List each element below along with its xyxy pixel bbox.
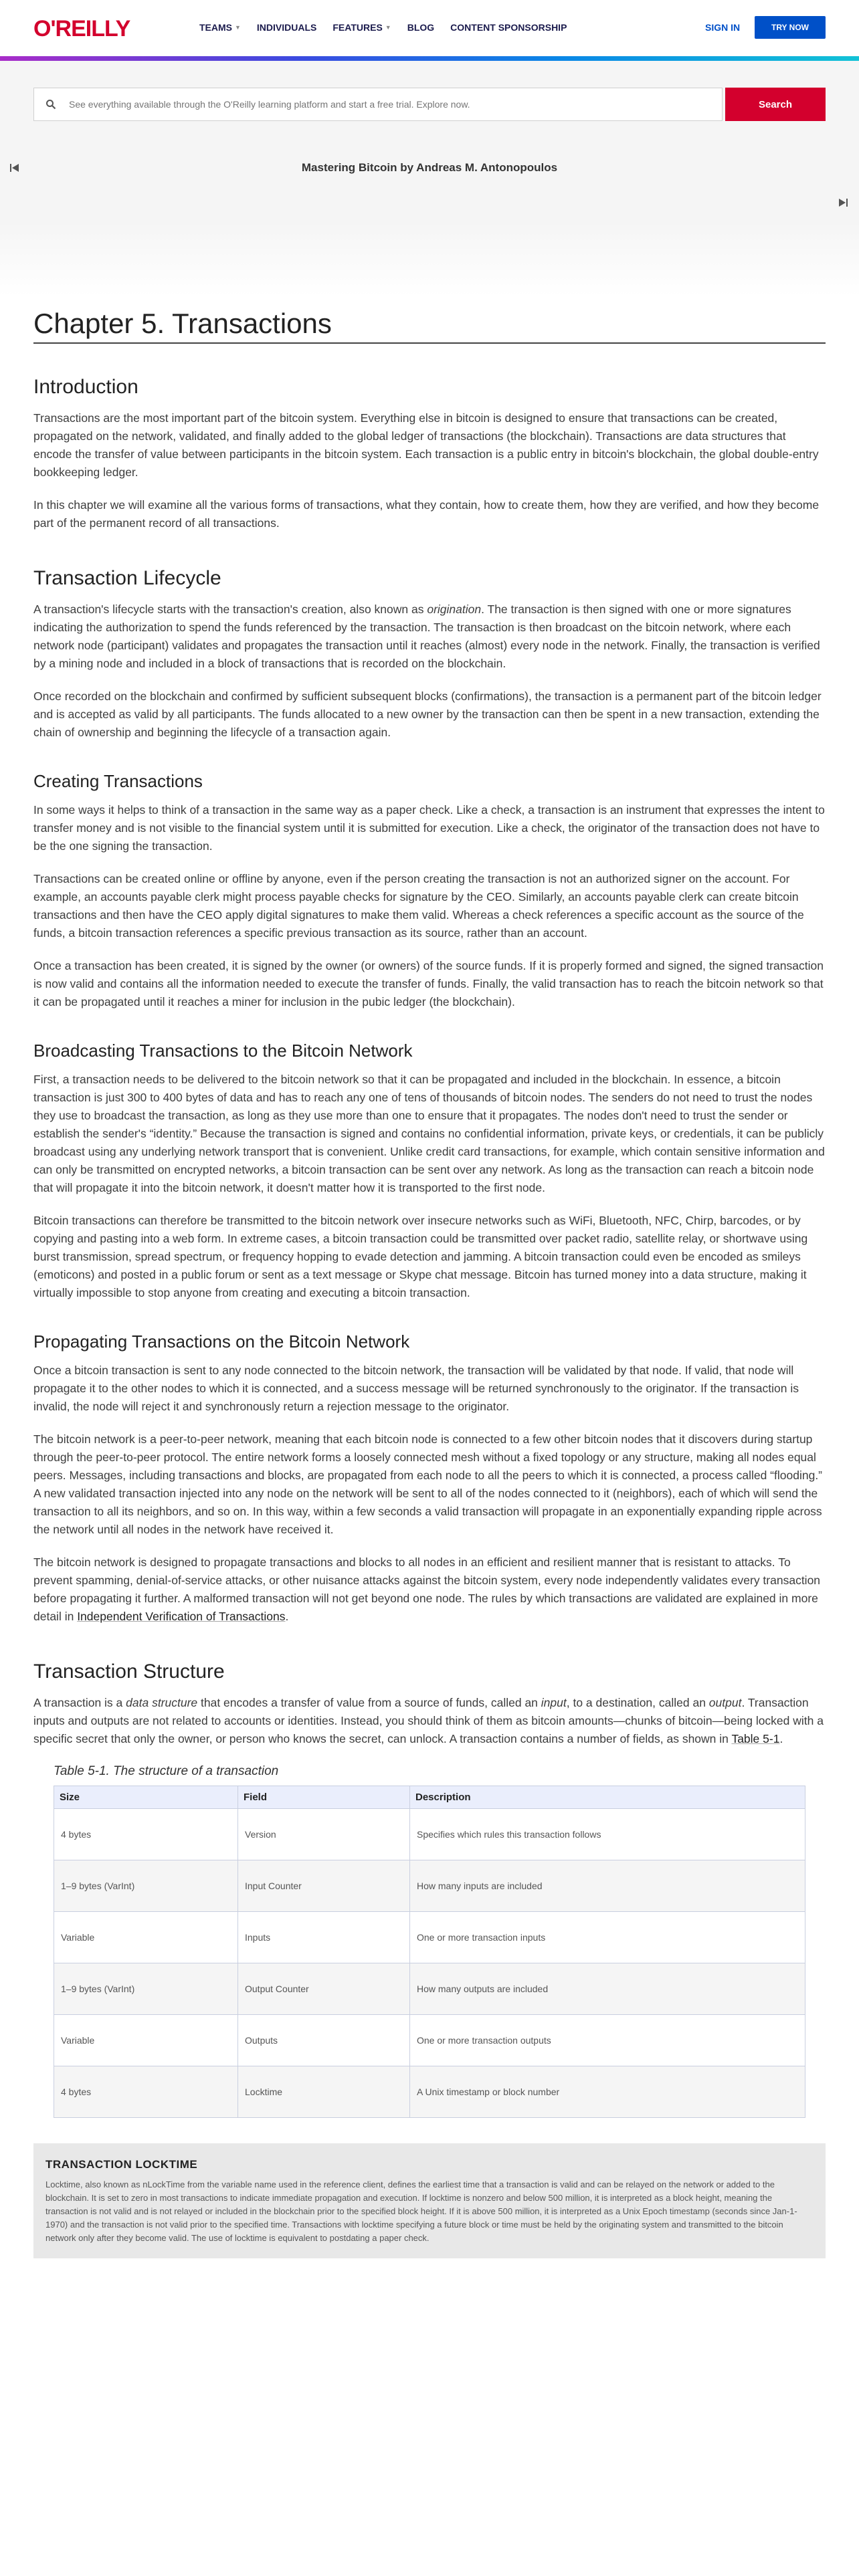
text: A transaction's lifecycle starts with the transaction's creation, also known as [33, 603, 427, 616]
paragraph: First, a transaction needs to be delivered to the bitcoin network so that it can be propagated and included in the blockchain. In essence, a bitcoin transaction is just 300 to 400 bytes of data and has to reach any one of tens of thousands of bitcoin nodes. The senders do not need to trust the nodes they use to broadcast the transaction, as long as they use more than one to ensure that it propagates. The nodes don't need to trust the sender or establish the sender's “identity.” Because the transaction is signed and contains no confidential information, private keys, or credentials, it can be publicly broadcast using any underlying network transport that is convenient. Unlike credit card transactions, for example, which contain sensitive information and can only be transmitted on encrypted networks, a bitcoin transaction can be sent over any network. As long as the transaction can reach a bitcoin node that will propagate it into the bitcoin network, it doesn't matter how it is transported to the first node. [33, 1073, 825, 1194]
paragraph: The bitcoin network is a peer-to-peer network, meaning that each bitcoin node is connected to a few other bitcoin nodes that it discovers during startup through the peer-to-peer protocol. The entire network forms a loosely connected mesh without a fixed topology or any structure, making all nodes equal peers. Messages, including transactions and blocks, are propagated from each node to all the peers to which it is connected, a process called “flooding.” A new validated transaction injected into any node on the network will be sent to all of the nodes connected to it (neighbors), each of which will send the transaction to all its neighbors, and so on. In this way, within a few seconds a valid transaction will propagate in an exponentially expanding ripple across the network until all nodes in the network have received it. [33, 1432, 823, 1536]
note-title: TRANSACTION LOCKTIME [45, 2158, 198, 2171]
table-cell: Version [238, 1809, 410, 1860]
column-header: Size [54, 1786, 238, 1809]
sign-in-link[interactable]: SIGN IN [705, 22, 741, 33]
table-5-1-link[interactable]: Table 5-1 [731, 1732, 780, 1745]
text: , to a destination, called an [566, 1696, 709, 1709]
table-cell: One or more transaction inputs [410, 1912, 805, 1963]
section-heading-structure: Transaction Structure [33, 1660, 225, 1683]
table-row [54, 1860, 805, 1912]
paragraph: In some ways it helps to think of a transaction in the same way as a paper check. Like a check, a transaction is an instrument that expresses the intent to transfer money and is not visible to the financial system until it is submitted for execution. Like a check, the originator of the transaction does not have to be the one signing the transaction. [33, 803, 825, 853]
paragraph: In this chapter we will examine all the various forms of transactions, what they contain, how to create them, how they are verified, and how they become part of the permanent record of all transactions. [33, 498, 820, 530]
section-heading-creating: Creating Transactions [33, 771, 203, 791]
locktime-note [33, 2143, 826, 2258]
search-box [33, 88, 723, 121]
search-button[interactable]: Search [725, 88, 826, 121]
section-heading-introduction: Introduction [33, 376, 138, 398]
table-cell: Variable [54, 2015, 238, 2066]
search-input[interactable] [68, 98, 712, 110]
paragraph: Once recorded on the blockchain and confirmed by sufficient subsequent blocks (confirmations), the transaction is a permanent part of the bitcoin ledger and is accepted as valid by all participants. The funds allocated to a new owner by the transaction can then be spent in a new transaction, extending the chain of ownership and beginning the lifecycle of a transaction again. [33, 689, 822, 739]
search-icon [34, 99, 68, 110]
nav-label: CONTENT SPONSORSHIP [450, 22, 567, 33]
text: . [285, 1610, 289, 1623]
section-heading-broadcasting: Broadcasting Transactions to the Bitcoin Network [33, 1041, 413, 1061]
skip-next-icon[interactable] [836, 196, 850, 209]
table-cell: How many outputs are included [410, 1963, 805, 2015]
text: . Transaction inputs and outputs are not related to accounts or identities. Instead, you should think of them as bitcoin amounts—chunks of bitcoin—being locked with a specific secret that only the owner, or person who knows the secret, can unlock. A transaction contains a number of fields, as shown in [33, 1696, 824, 1745]
text: . [779, 1732, 783, 1745]
table-cell: 4 bytes [54, 2066, 238, 2118]
nav-label: TEAMS [199, 22, 232, 33]
table-cell: Specifies which rules this transaction follows [410, 1809, 805, 1860]
nav-features[interactable] [332, 22, 391, 33]
table-cell: Locktime [238, 2066, 410, 2118]
column-header: Field [238, 1786, 410, 1809]
text: The bitcoin network is designed to propagate transactions and blocks to all nodes in an efficient and resilient manner that is resistant to attacks. To prevent spamming, denial-of-service attacks, or other nuisance attacks against the bitcoin system, every node independently validates every transaction before propagating it further. A malformed transaction will not get beyond one node. The rules by which transactions are validated are explained in more detail in [33, 1555, 821, 1623]
emphasis: input [541, 1696, 567, 1709]
text: that encodes a transfer of value from a source of funds, called an [197, 1696, 541, 1709]
paragraph: Transactions can be created online or offline by anyone, even if the person creating the transaction is not an authorized signer on the account. For example, an accounts payable clerk might process payable checks for signature by the CEO. Similarly, an accounts payable clerk can create bitcoin transactions and then have the CEO apply digital signatures to make them valid. Whereas a check references a specific account as the source of the funds, a bitcoin transaction references a specific previous transaction as its source, rather than an account. [33, 872, 804, 940]
independent-verification-link[interactable]: Independent Verification of Transactions [77, 1610, 286, 1623]
nav-content-sponsorship[interactable] [450, 22, 567, 33]
paragraph: Once a transaction has been created, it is signed by the owner (or owners) of the source funds. If it is properly formed and signed, the signed transaction is now valid and contains all the information needed to execute the transfer of funds. Finally, the valid transaction has to reach the bitcoin network so that it can be propagated until it reaches a miner for inclusion in the pubic ledger (the blockchain). [33, 959, 824, 1008]
paragraph: Transactions are the most important part of the bitcoin system. Everything else in bitcoin is designed to ensure that transactions can be created, propagated on the network, validated, and finally added to the global ledger of transactions (the blockchain). Transactions are data structures that encode the transfer of value between participants in the bitcoin system. Each transaction is a public entry in bitcoin's blockchain, the global double-entry bookkeeping ledger. [33, 411, 819, 479]
table-cell: 4 bytes [54, 1809, 238, 1860]
table-cell: Output Counter [238, 1963, 410, 2015]
nav-blog[interactable] [407, 22, 434, 33]
transaction-structure-table [54, 1786, 805, 2118]
chapter-title: Chapter 5. Transactions [33, 308, 826, 344]
nav-teams[interactable] [199, 22, 241, 33]
book-header [0, 149, 859, 223]
table-cell: How many inputs are included [410, 1860, 805, 1912]
article-content [33, 308, 826, 2258]
top-navigation [0, 0, 859, 56]
table-cell: One or more transaction outputs [410, 2015, 805, 2066]
chevron-down-icon: ▼ [385, 24, 391, 31]
table-cell: Outputs [238, 2015, 410, 2066]
text: . The transaction is then signed with one or more signatures indicating the authorization to spend the funds referenced by the transaction. The transaction is then broadcast on the bitcoin network, where each network node (participant) validates and propagates the transaction until it reaches (almost) every node in the network. Finally, the transaction is verified by a mining node and included in a block of transactions that is recorded on the blockchain. [33, 603, 820, 670]
brand-gradient-bar [0, 56, 859, 61]
search-section [0, 61, 859, 149]
table-row [54, 1963, 805, 2015]
nav-label: BLOG [407, 22, 435, 33]
emphasis: data structure [126, 1696, 198, 1709]
table-row [54, 1912, 805, 1963]
table-cell: Inputs [238, 1912, 410, 1963]
paragraph [33, 1553, 826, 1626]
note-body: Locktime, also known as nLockTime from the variable name used in the reference client, defines the earliest time that a transaction is valid and can be relayed on the network or added to the blockchain. It is set to zero in most transactions to indicate immediate propagation and execution. If locktime is nonzero and below 500 million, it is interpreted as a block height, meaning the transaction is not valid and is not relayed or included in the blockchain prior to the specified block height. If it is above 500 million, it is interpreted as a Unix Epoch timestamp (seconds since Jan-1-1970) and the transaction is not valid prior to the specified time. Transactions with locktime specifying a future block or time must be held by the originating system and transmitted to the bitcoin network only after they become valid. The use of locktime is equivalent to postdating a paper check. [45, 2179, 797, 2243]
main-nav [199, 22, 583, 33]
logo-text: O'REILLY [33, 16, 130, 41]
oreilly-logo[interactable] [33, 16, 130, 42]
emphasis-origination: origination [427, 603, 482, 616]
table-header-row [54, 1786, 805, 1809]
nav-label: INDIVIDUALS [256, 22, 317, 33]
table-row [54, 2066, 805, 2118]
table-cell: Input Counter [238, 1860, 410, 1912]
paragraph [33, 1694, 826, 1748]
paragraph: Once a bitcoin transaction is sent to any node connected to the bitcoin network, the transaction will be validated by that node. If valid, that node will propagate it to the other nodes to which it is connected, and a success message will be returned synchronously to the originator. If the transaction is invalid, the node will reject it and synchronously return a rejection message to the originator. [33, 1364, 799, 1413]
header-fade [0, 223, 859, 296]
column-header: Description [410, 1786, 805, 1809]
table-caption: Table 5-1. The structure of a transaction [54, 1764, 279, 1778]
section-heading-propagating: Propagating Transactions on the Bitcoin Network [33, 1331, 410, 1352]
table-cell: 1–9 bytes (VarInt) [54, 1860, 238, 1912]
paragraph: Bitcoin transactions can therefore be transmitted to the bitcoin network over insecure networks such as WiFi, Bluetooth, NFC, Chirp, barcodes, or by copying and pasting into a web form. In extreme cases, a bitcoin transaction could be transmitted over packet radio, satellite relay, or shortwave using burst transmission, spread spectrum, or frequency hopping to evade detection and jamming. A bitcoin transaction could even be encoded as smileys (emoticons) and posted in a public forum or sent as a text message or Skype chat message. Bitcoin has turned money into a data structure, making it virtually impossible to stop anyone from creating and executing a bitcoin transaction. [33, 1214, 808, 1299]
try-now-button[interactable]: TRY NOW [755, 16, 826, 39]
text: A transaction is a [33, 1696, 126, 1709]
table-row [54, 1809, 805, 1860]
nav-individuals[interactable] [257, 22, 316, 33]
emphasis: output [708, 1696, 742, 1709]
paragraph [33, 601, 826, 673]
table-cell: A Unix timestamp or block number [410, 2066, 805, 2118]
nav-label: FEATURES [332, 22, 383, 33]
table-cell: Variable [54, 1912, 238, 1963]
section-heading-lifecycle: Transaction Lifecycle [33, 567, 221, 589]
chevron-down-icon: ▼ [235, 24, 241, 31]
table-cell: 1–9 bytes (VarInt) [54, 1963, 238, 2015]
table-row [54, 2015, 805, 2066]
book-title: Mastering Bitcoin by Andreas M. Antonopoulos [301, 161, 558, 174]
